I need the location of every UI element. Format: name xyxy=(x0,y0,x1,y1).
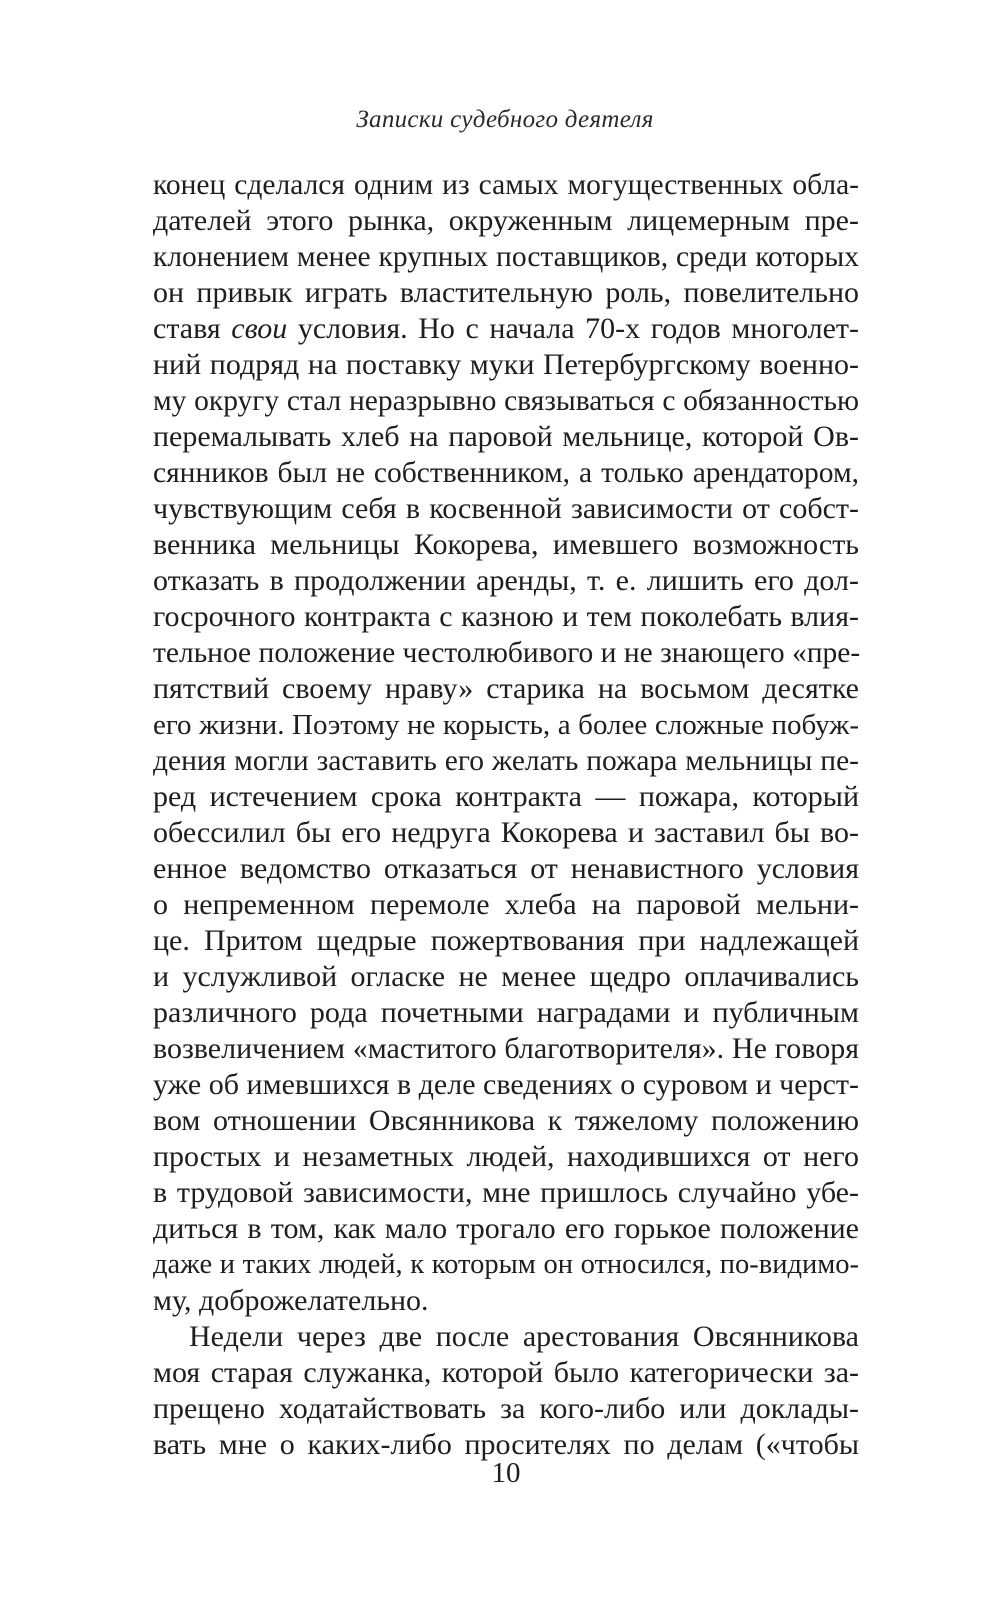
text-line: даже и таких людей, к которым он относился, по-видимо- xyxy=(153,1249,859,1280)
text-line: диться в том, как мало трогало его горькое положение xyxy=(153,1212,859,1245)
text-line: вать мне о каких-либо просителях по делам («чтобы xyxy=(153,1428,859,1461)
running-head: Записки судебного деятеля xyxy=(356,106,654,133)
text-line: ред истечением срока контракта — пожара, который xyxy=(153,780,859,813)
text-run: условия. Но с начала 70-х годов многолет- xyxy=(287,312,859,345)
text-line: уже об имевшихся в деле сведениях о суровом и черст- xyxy=(153,1068,859,1101)
text-line: он привык играть властительную роль, повелительно xyxy=(153,276,859,309)
text-line: перемалывать хлеб на паровой мельнице, которой Ов- xyxy=(153,420,859,453)
text-line: простых и незаметных людей, находившихся от него xyxy=(153,1140,859,1173)
text-line: пятствий своему нраву» старика на восьмом десятке xyxy=(153,672,859,705)
text-line: тельное положение честолюбивого и не знающего «пре- xyxy=(153,637,861,669)
text-line: венника мельницы Кокорева, имевшего возможность xyxy=(153,528,859,561)
text-line: дателей этого рынка, окруженным лицемерным пре- xyxy=(153,204,859,237)
text-line xyxy=(153,312,859,346)
text-line: ний подряд на поставку муки Петербургскому военно- xyxy=(153,348,859,381)
text-line: прещено ходатайствовать за кого-либо или доклады- xyxy=(153,1392,859,1425)
text-line: и услужливой огласке не менее щедро оплачивались xyxy=(153,960,859,993)
text-line: Недели через две после арестования Овсянникова xyxy=(189,1320,859,1353)
text-line: вом отношении Овсянникова к тяжелому положению xyxy=(153,1104,859,1137)
text-line: енное ведомство отказаться от ненавистного условия xyxy=(153,852,859,885)
text-line: конец сделался одним из самых могущественных обла- xyxy=(153,169,859,201)
page-number: 10 xyxy=(491,1457,521,1489)
text-line: в трудовой зависимости, мне пришлось случайно убе- xyxy=(153,1176,859,1209)
text-line: возвеличением «маститого благотворителя». Не говоря xyxy=(153,1032,859,1065)
text-line: дения могли заставить его желать пожара мельницы пе- xyxy=(153,745,859,777)
text-line: его жизни. Поэтому не корысть, а более сложные побуж- xyxy=(153,709,859,741)
text-line: отказать в продолжении аренды, т. е. лишить его дол- xyxy=(153,564,859,597)
emphasis-word: свои xyxy=(231,312,288,345)
text-line: му округу стал неразрывно связываться с обязанностью xyxy=(153,385,859,417)
text-line: обессилил бы его недруга Кокорева и заставил бы во- xyxy=(153,816,859,849)
text-line: моя старая служанка, которой было категорически за- xyxy=(153,1356,859,1389)
text-line: клонением менее крупных поставщиков, среди которых xyxy=(153,241,859,273)
text-line: чувствующим себя в косвенной зависимости от собст- xyxy=(153,492,859,525)
text-line: му, доброжелательно. xyxy=(153,1284,429,1317)
text-line: госрочного контракта с казною и тем поколебать влия- xyxy=(153,600,859,633)
text-line: сянников был не собственником, а только арендатором, xyxy=(153,457,859,489)
text-line: различного рода почетными наградами и публичным xyxy=(153,996,859,1029)
text-run: ставя xyxy=(153,312,232,345)
text-line: це. Притом щедрые пожертвования при надлежащей xyxy=(153,924,859,957)
text-line: о непременном перемоле хлеба на паровой мельни- xyxy=(153,888,859,921)
